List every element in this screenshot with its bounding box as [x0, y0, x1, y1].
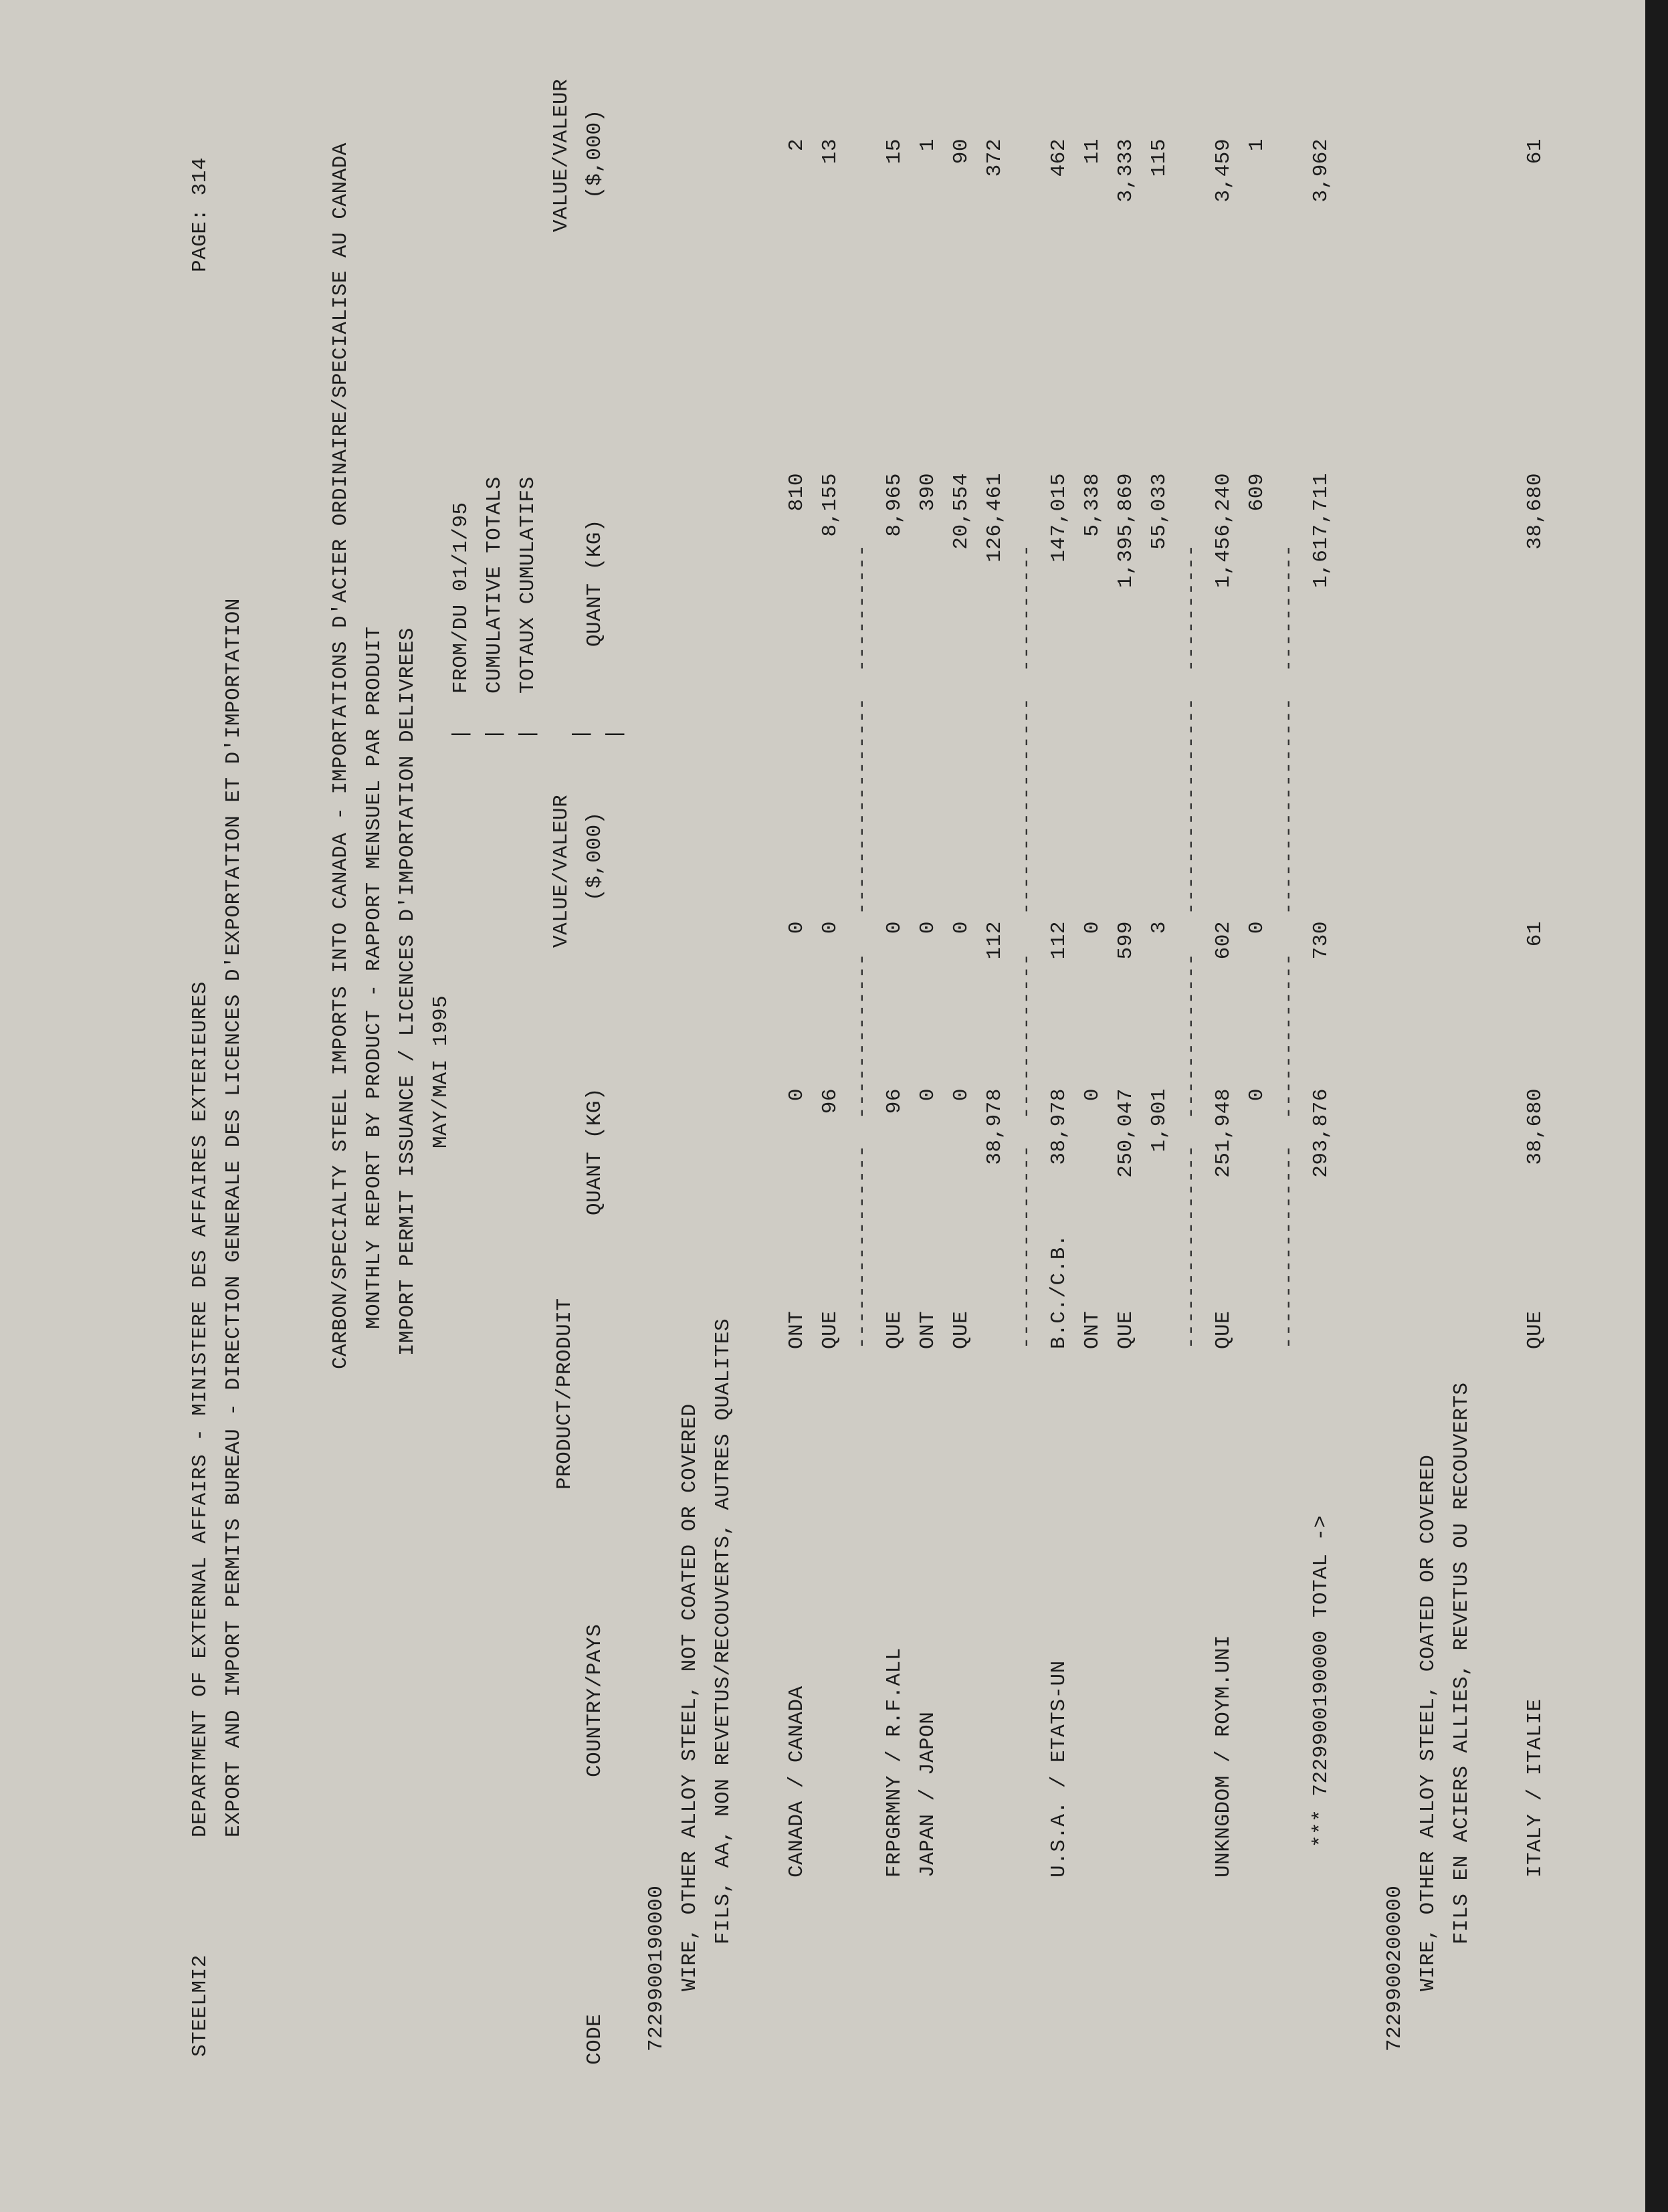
section-code: 7229900200000	[1383, 1885, 1406, 2051]
table-row-quant: 1,901	[1148, 1088, 1171, 1152]
table-row-prov: QUE	[883, 1310, 906, 1349]
total-value: 730	[1310, 921, 1333, 960]
total-quant: 293,876	[1310, 1088, 1333, 1178]
value-header-units: ($,000)	[583, 811, 607, 901]
table-row-quant: 38,680	[1524, 1088, 1547, 1165]
table-row-cum-value: 15	[883, 138, 906, 165]
section-code: 7229900190000	[645, 1885, 668, 2051]
table-row-value: 599	[1114, 921, 1138, 960]
table-row-cum-value: 11	[1081, 138, 1104, 165]
table-row-quant: 0	[785, 1088, 809, 1102]
table-row-cum-quant: 38,680	[1524, 473, 1547, 550]
table-row-quant: 250,047	[1114, 1088, 1138, 1178]
table-row-cum-quant: 609	[1245, 473, 1269, 512]
table-row-prov: ONT	[1081, 1310, 1104, 1349]
table-row-prov: QUE	[950, 1310, 973, 1349]
table-row-cum-value: 462	[1047, 138, 1071, 177]
table-row-quant: 0	[950, 1088, 973, 1102]
section-desc-en: WIRE, OTHER ALLOY STEEL, NOT COATED OR COVERED	[678, 1403, 702, 1991]
cum-value-header: VALUE/VALEUR	[550, 78, 573, 232]
table-row-cum-quant: 8,155	[819, 473, 842, 537]
table-row-value: 0	[785, 921, 809, 934]
subtotal-rule: ---------------- ------------- ----------------- ----------	[851, 544, 874, 1349]
table-row-value: 61	[1524, 921, 1547, 947]
table-row-cum-quant: 5,338	[1081, 473, 1104, 537]
table-row-country: FRPGRMNY / R.F.ALL	[883, 1647, 906, 1878]
cum-quant-header: QUANT (KG)	[583, 518, 607, 647]
country-header: COUNTRY/PAYS	[583, 1623, 607, 1777]
table-row-cum-value: 2	[785, 138, 809, 152]
section-desc-en: WIRE, OTHER ALLOY STEEL, COATED OR COVERED	[1417, 1454, 1440, 1991]
table-row-cum-value: 90	[950, 138, 973, 165]
quant-header: QUANT (KG)	[583, 1087, 607, 1215]
table-row-value: 0	[1081, 921, 1104, 934]
total-cum-quant: 1,617,711	[1310, 473, 1333, 588]
table-row-cum-quant: 810	[785, 473, 809, 512]
table-row-prov: ONT	[916, 1310, 940, 1349]
product-header: PRODUCT/PRODUIT	[553, 1298, 577, 1490]
table-row-quant: 251,948	[1212, 1088, 1235, 1178]
table-row-cum-value: 1	[1245, 138, 1269, 152]
table-row-cum-quant: 147,015	[1047, 473, 1071, 563]
cum-value-units: ($,000)	[583, 109, 607, 199]
table-row-value: 602	[1212, 921, 1235, 960]
cum-header-3: TOTAUX CUMULATIFS	[516, 476, 540, 694]
table-row-value: 0	[916, 921, 940, 934]
table-row-value: 0	[883, 921, 906, 934]
table-row-country: CANADA / CANADA	[785, 1686, 809, 1878]
page-number: PAGE: 314	[189, 157, 212, 272]
table-row-quant: 96	[819, 1088, 842, 1114]
table-row-value: 3	[1148, 921, 1171, 934]
subtotal-rule: ---------------- ------------- ----------------- ----------	[1015, 544, 1039, 1349]
cum-header-2: CUMULATIVE TOTALS	[483, 476, 506, 694]
table-row-cum-quant: 1,395,869	[1114, 473, 1138, 588]
table-row-quant: 96	[883, 1088, 906, 1114]
report-subtitle-2: IMPORT PERMIT ISSUANCE / LICENCES D'IMPORTATION DELIVREES	[396, 627, 419, 1356]
table-row-cum-value: 3,333	[1114, 138, 1138, 203]
table-row-cum-quant: 1,456,240	[1212, 473, 1235, 588]
table-row-value: 112	[983, 921, 1007, 960]
report-page: STEELMI2 DEPARTMENT OF EXTERNAL AFFAIRS - MINISTERE DES AFFAIRES EXTERIEURES EXPORT AND IMPORT PERMITS BUREAU - DIRECTION GENERALE DES LICENCES D'EXPORTATION ET D'IMPORTATION PAGE: 314 CARBON/SPECIALTY STEEL IMPORTS INTO CANADA - IMPORTATIONS D'ACIER ORDINAIRE/SPECIALISE AU CANADA MONTHLY REPORT BY PRODUCT - RAPPORT MENSUEL PAR PRODUIT IMPORT PERMIT ISSUANCE / LICENCES D'IMPORTATION DELIVREES MAY/MAI 1995 FROM/DU 01/1/95 CUMULATIVE TOTALS TOTAUX CUMULATIFS | | | | | PRODUCT/PRODUIT VALUE/VALEUR VALUE/VALEUR CODE COUNTRY/PAYS QUANT (KG) ($,000) QUANT (KG) ($,000) 7229900190000 WIRE, OTHER ALLOY STEEL, NOT COATED OR COVERED FILS, AA, NON REVETUS/RECOUVERTS, AUTRES QUALITES CANADA / CANADA ONT 0 0 810 2 QUE 96 0 8,155 13 ---------------- ------------- ----------------- ---------- FRPGRMNY / R.F.ALL QUE 96 0 8,965 15 JAPAN / JAPON ONT 0 0 390 1 QUE 0 0 20,554 90 38,978 112 126,461 372 ---------------- ------------- ----------------- ---------- U.S.A. / ETATS-UN B.C./C.B. 38,978 112 147,015 462 ONT 0 0 5,338 11 QUE 250,047 599 1,395,869 3,333 1,901 3 55,033 115 ---------------- ------------- ----------------- ---------- UNKNGDOM / ROYM.UNI QUE 251,948 602 1,456,240 3,459 0 0 609 1 ---------------- ------------- ----------------- ---------- *** 7229900190000 TOTAL -> 293,876 730 1,617,711 3,962 7229900200000 WIRE, OTHER ALLOY STEEL, COATED OR COVERED FILS EN ACIERS ALLIES, REVETUS OU RECOUVERTS ITALY / ITALIE QUE 38,680 61 38,680 61	[0, 0, 1668, 2212]
table-row-country: JAPAN / JAPON	[916, 1711, 940, 1878]
section-desc-fr: FILS, AA, NON REVETUS/RECOUVERTS, AUTRES QUALITES	[712, 1318, 735, 1944]
code-header: CODE	[583, 2013, 607, 2065]
table-row-quant: 0	[1245, 1088, 1269, 1102]
subtotal-rule: ---------------- ------------- ----------------- ----------	[1180, 544, 1203, 1349]
dept-line: DEPARTMENT OF EXTERNAL AFFAIRS - MINISTERE DES AFFAIRES EXTERIEURES	[189, 981, 212, 1837]
table-row-prov: ONT	[785, 1310, 809, 1349]
table-row-cum-quant: 55,033	[1148, 473, 1171, 550]
section-total-label: *** 7229900190000 TOTAL ->	[1310, 1515, 1333, 1847]
table-row-cum-value: 3,459	[1212, 138, 1235, 203]
table-row-quant: 0	[1081, 1088, 1104, 1102]
report-id: STEELMI2	[189, 1954, 212, 2057]
bureau-line: EXPORT AND IMPORT PERMITS BUREAU - DIRECTION GENERALE DES LICENCES D'EXPORTATION ET D'IMPORTATION	[222, 598, 245, 1837]
table-row-cum-quant: 8,965	[883, 473, 906, 537]
table-row-cum-value: 61	[1524, 138, 1547, 165]
table-row-country: U.S.A. / ETATS-UN	[1047, 1660, 1071, 1878]
value-header: VALUE/VALEUR	[550, 794, 573, 948]
cum-header-1: FROM/DU 01/1/95	[449, 502, 473, 694]
section-desc-fr: FILS EN ACIERS ALLIES, REVETUS OU RECOUVERTS	[1450, 1382, 1473, 1944]
total-cum-value: 3,962	[1310, 138, 1333, 203]
table-row-quant: 0	[916, 1088, 940, 1102]
table-row-country: ITALY / ITALIE	[1524, 1698, 1547, 1878]
table-row-value: 0	[950, 921, 973, 934]
table-row-cum-quant: 20,554	[950, 473, 973, 550]
report-title: CARBON/SPECIALTY STEEL IMPORTS INTO CANADA - IMPORTATIONS D'ACIER ORDINAIRE/SPECIALISE AU CANADA	[329, 142, 352, 1369]
table-row-prov: QUE	[1524, 1310, 1547, 1349]
table-row-cum-value: 1	[916, 138, 940, 152]
report-subtitle: MONTHLY REPORT BY PRODUCT - RAPPORT MENSUEL PAR PRODUIT	[362, 626, 386, 1329]
table-row-prov: QUE	[1212, 1310, 1235, 1349]
table-row-value: 0	[1245, 921, 1269, 934]
table-row-cum-value: 372	[983, 138, 1007, 177]
table-row-cum-value: 13	[819, 138, 842, 165]
table-row-cum-quant: 390	[916, 473, 940, 512]
table-row-prov: QUE	[1114, 1310, 1138, 1349]
table-row-prov: QUE	[819, 1310, 842, 1349]
table-row-quant: 38,978	[983, 1088, 1007, 1165]
table-row-quant: 38,978	[1047, 1088, 1071, 1165]
subtotal-rule: ---------------- ------------- ----------------- ----------	[1277, 544, 1301, 1349]
table-row-value: 112	[1047, 921, 1071, 960]
table-row-prov: B.C./C.B.	[1047, 1234, 1071, 1349]
table-row-cum-quant: 126,461	[983, 473, 1007, 563]
report-period: MAY/MAI 1995	[429, 995, 453, 1148]
table-row-value: 0	[819, 921, 842, 934]
table-row-country: UNKNGDOM / ROYM.UNI	[1212, 1635, 1235, 1878]
table-row-cum-value: 115	[1148, 138, 1171, 177]
